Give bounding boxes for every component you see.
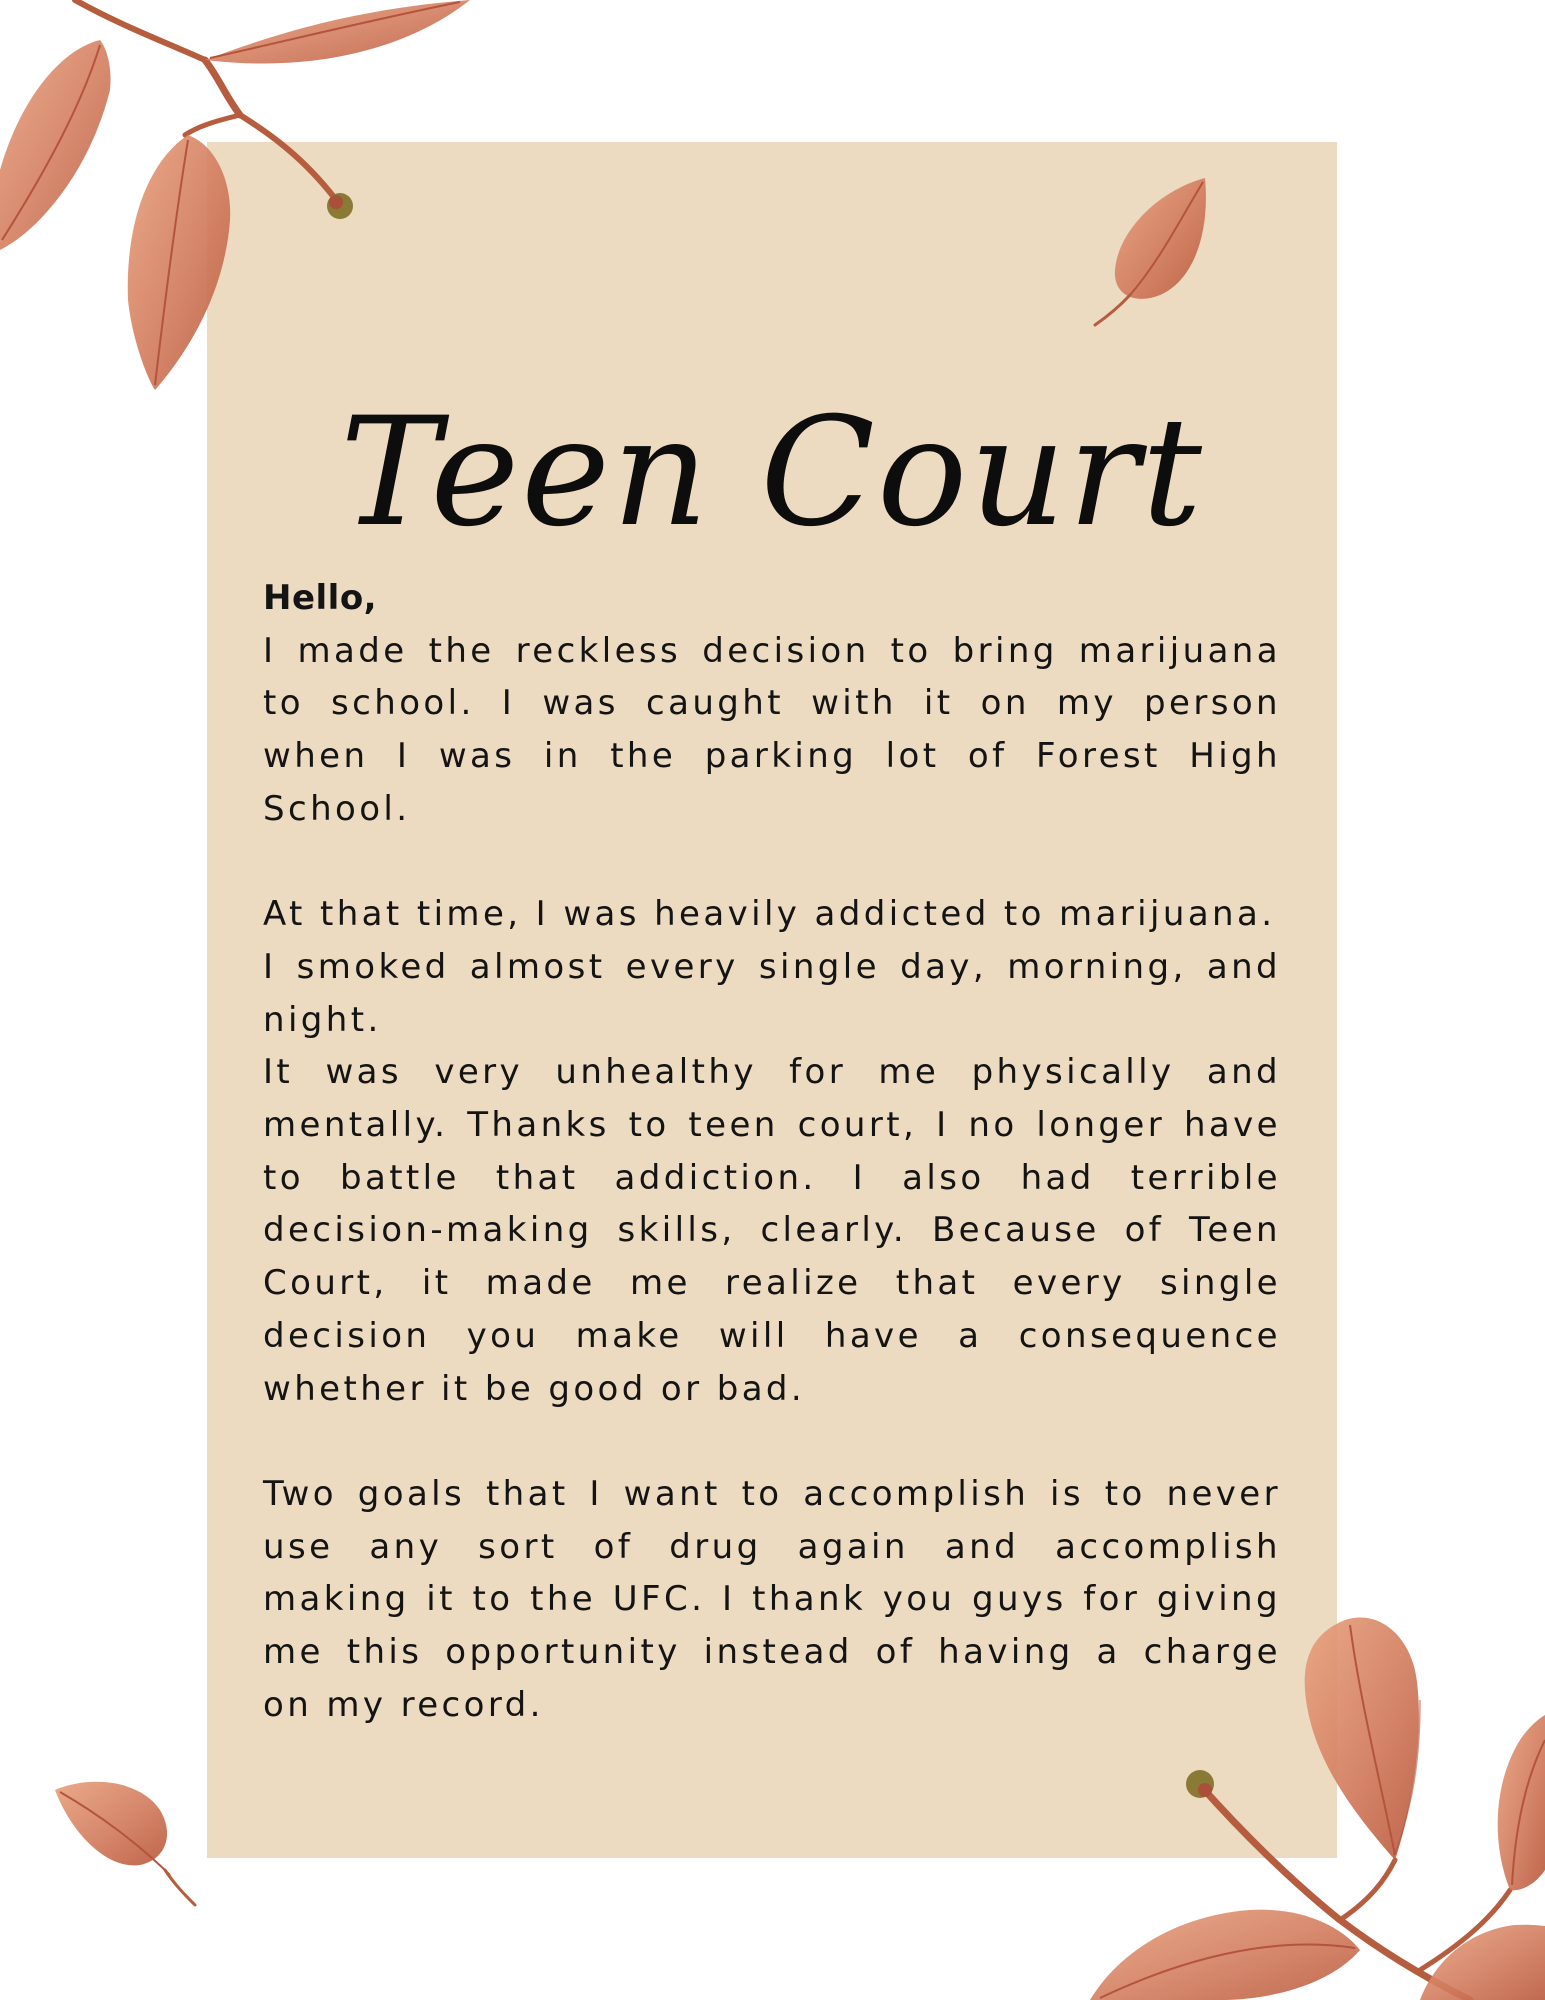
letter-paragraph-incident: I made the reckless decision to bring marijuana to school. I was caught with it on my person when I was in the parking lot of Forest High School.: [263, 630, 1281, 829]
letter-greeting: Hello,: [263, 578, 378, 618]
letter-line-smoked: I smoked almost every single day, morning, and night.: [263, 946, 1281, 1040]
letter-paragraph-reflection: It was very unhealthy for me physically and mentally. Thanks to teen court, I no longer have to battle that addiction. I also had terrible decision-making skills, clearly. Because of Teen Court, it made me realize that every single decision you make will have a consequence whether it be good or bad.: [263, 1052, 1281, 1409]
page-title: Teen Court: [340, 386, 1204, 560]
paragraph-gap: [263, 836, 1281, 889]
letter-paragraph-goals: Two goals that I want to accomplish is to never use any sort of drug again and accomplish making it to the UFC. I thank you guys for giving me this opportunity instead of having a charge on my record.: [263, 1473, 1281, 1725]
leaf-bottom-left-icon: [55, 1782, 195, 1905]
letter-line-addicted: At that time, I was heavily addicted to marijuana.: [263, 894, 1276, 935]
letter-body: [263, 572, 1281, 1731]
paragraph-gap: [263, 1415, 1281, 1468]
